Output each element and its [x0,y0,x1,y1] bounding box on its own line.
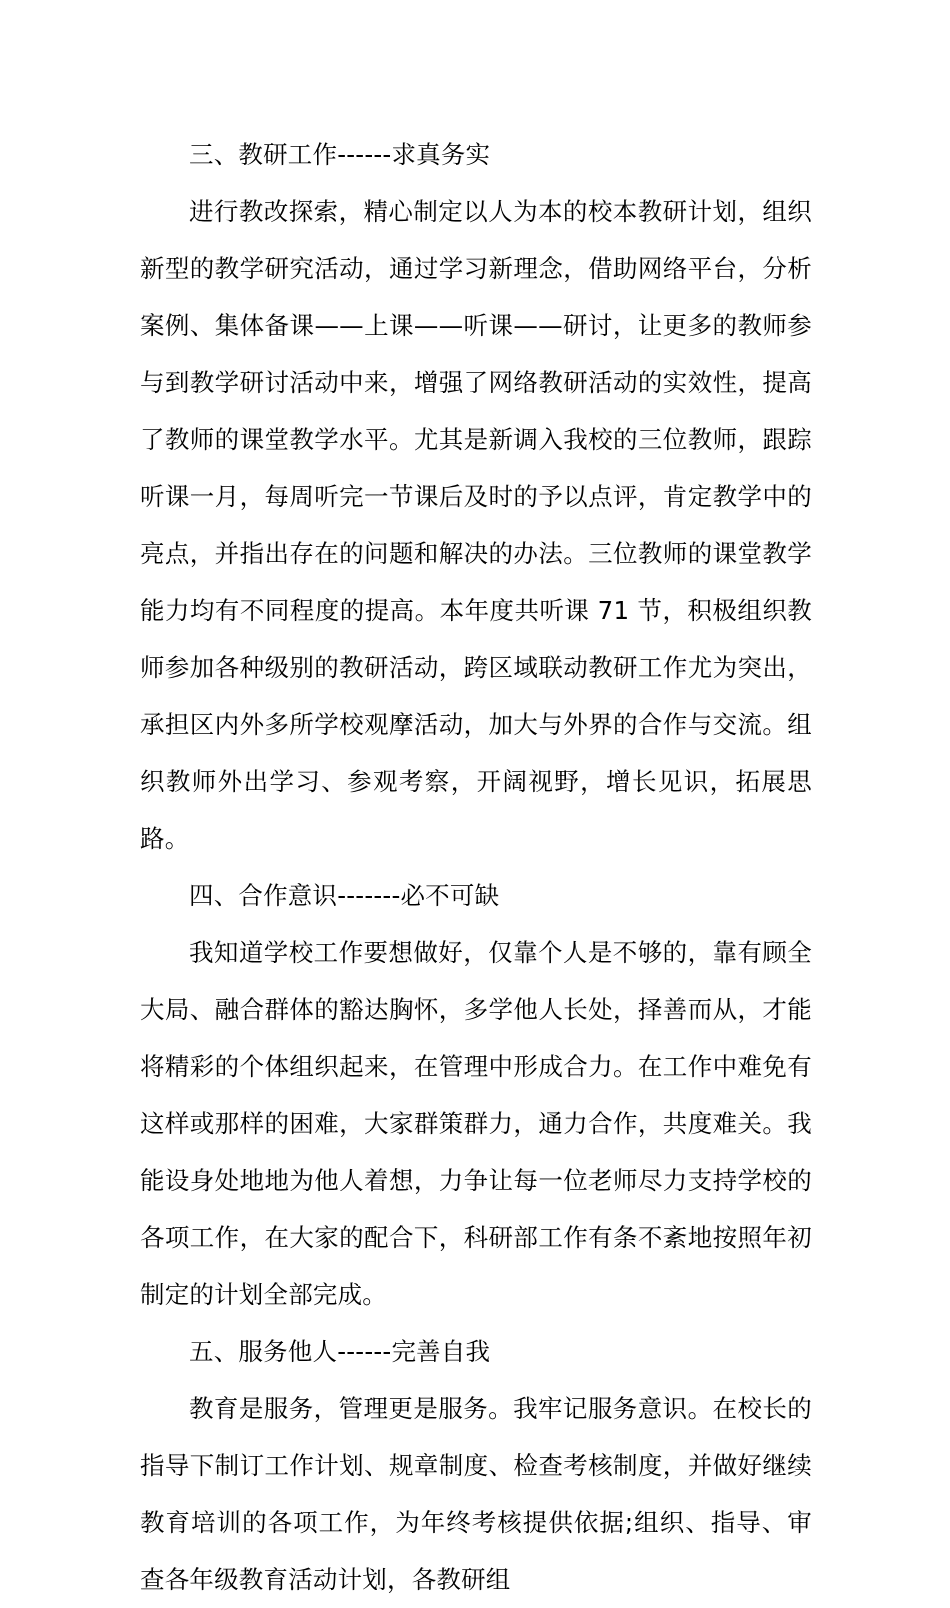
section-4-heading: 四、合作意识-------必不可缺 [189,881,500,910]
section-5-paragraph: 教育是服务，管理更是服务。我牢记服务意识。在校长的指导下制订工作计划、规章制度、检查考核制度，并做好继续教育培训的各项工作，为年终考核提供依据;组织、指导、审查各年级教育活动计划，各教研组 [140,1394,812,1594]
section-4-paragraph: 我知道学校工作要想做好，仅靠个人是不够的，靠有顾全大局、融合群体的豁达胸怀，多学他人长处，择善而从，才能将精彩的个体组织起来，在管理中形成合力。在工作中难免有这样或那样的困难，大家群策群力，通力合作，共度难关。我能设身处地地为他人着想，力争让每一位老师尽力支持学校的各项工作，在大家的配合下，科研部工作有条不紊地按照年初制定的计划全部完成。 [140,938,812,1309]
document-body [140,126,812,1608]
section-3-paragraph: 进行教改探索，精心制定以人为本的校本教研计划，组织新型的教学研究活动，通过学习新理念，借助网络平台，分析案例、集体备课——上课——听课——研讨，让更多的教师参与到教学研讨活动中来，增强了网络教研活动的实效性，提高了教师的课堂教学水平。尤其是新调入我校的三位教师，跟踪听课一月，每周听完一节课后及时的予以点评，肯定教学中的亮点，并指出存在的问题和解决的办法。三位教师的课堂教学能力均有不同程度的提高。本年度共听课 71 节，积极组织教师参加各种级别的教研活动，跨区域联动教研工作尤为突出，承担区内外多所学校观摩活动，加大与外界的合作与交流。组织教师外出学习、参观考察，开阔视野，增长见识，拓展思路。 [140,197,812,853]
section-3-heading: 三、教研工作------求真务实 [189,140,491,169]
section-5-heading: 五、服务他人------完善自我 [189,1337,491,1366]
